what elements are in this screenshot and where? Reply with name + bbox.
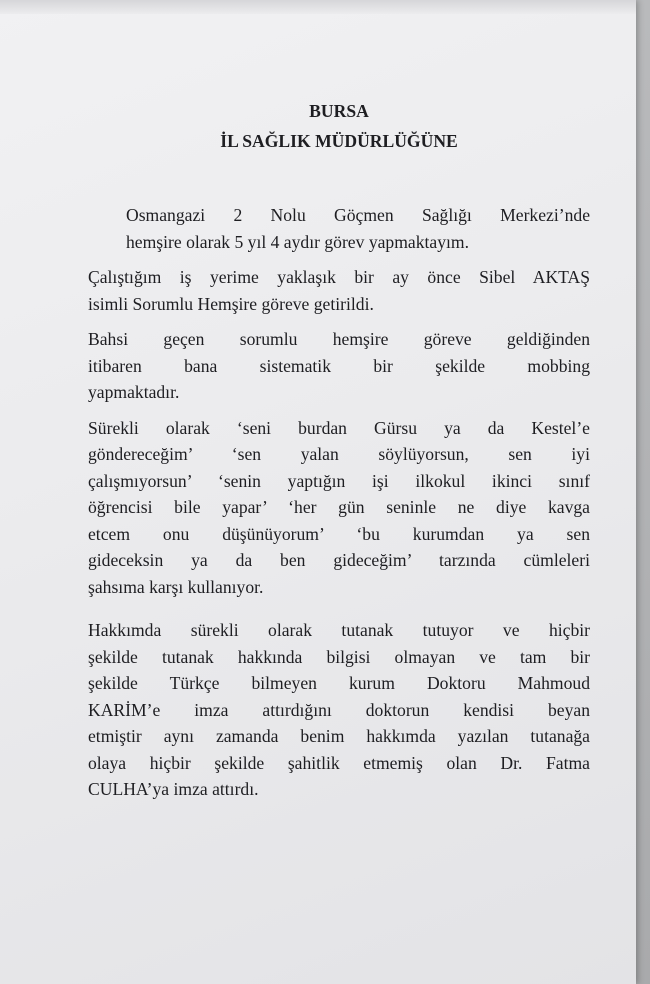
- text-line: şekilde tutanak hakkında bilgisi olmayan ve tam bir: [88, 646, 590, 667]
- text-line: etmiştir aynı zamanda benim hakkımda yazılan tutanağa: [88, 726, 590, 746]
- text-line: Sürekli olarak ‘seni burdan Gürsu ya da Kestel’e: [88, 417, 590, 438]
- text-line: itibaren bana sistematik bir şekilde mobbing: [88, 355, 590, 376]
- text-line: olaya hiçbir şekilde şahitlik etmemiş olan Dr. Fatma: [88, 752, 590, 773]
- paragraph-quotes: [88, 415, 590, 601]
- text-line: Osmangazi 2 Nolu Göçmen Sağlığı Merkezi’nde: [126, 205, 590, 225]
- text-line: şekilde Türkçe bilmeyen kurum Doktoru Mahmoud: [88, 673, 590, 693]
- paragraph-new-supervisor: [88, 264, 590, 317]
- text-line: isimli Sorumlu Hemşire göreve getirildi.: [88, 293, 374, 314]
- text-line: Çalıştığım iş yerime yaklaşık bir ay önce Sibel AKTAŞ: [88, 267, 590, 287]
- text-line: CULHA’ya imza attırdı.: [88, 779, 259, 799]
- paragraph-intro: [88, 202, 590, 255]
- letter-body: [88, 96, 590, 812]
- text-line: gideceksin ya da ben gideceğim’ tarzında cümleleri: [88, 550, 590, 570]
- paragraph-reports: [88, 617, 590, 803]
- text-line: hemşire olarak 5 yıl 4 aydır görev yapmaktayım.: [126, 231, 469, 252]
- text-line: göndereceğim’ ‘sen yalan söylüyorsun, sen iyi: [88, 444, 590, 464]
- text-line: Hakkımda sürekli olarak tutanak tutuyor ve hiçbir: [88, 620, 590, 640]
- text-line: Bahsi geçen sorumlu hemşire göreve geldiğinden: [88, 329, 590, 349]
- page-top-edge: [0, 0, 636, 14]
- text-line: etcem onu düşünüyorum’ ‘bu kurumdan ya sen: [88, 523, 590, 544]
- recipient-office: İL SAĞLIK MÜDÜRLÜĞÜNE: [220, 131, 458, 151]
- text-line: çalışmıyorsun’ ‘senin yaptığın işi ilkokul ikinci sınıf: [88, 470, 590, 491]
- recipient-city: BURSA: [309, 101, 369, 121]
- text-line: şahsıma karşı kullanıyor.: [88, 576, 264, 597]
- paragraph-mobbing: [88, 326, 590, 406]
- text-line: öğrencisi bile yapar’ ‘her gün seninle ne diye kavga: [88, 497, 590, 517]
- text-line: yapmaktadır.: [88, 382, 180, 402]
- text-line: KARİM’e imza attırdığını doktorun kendisi beyan: [88, 699, 590, 720]
